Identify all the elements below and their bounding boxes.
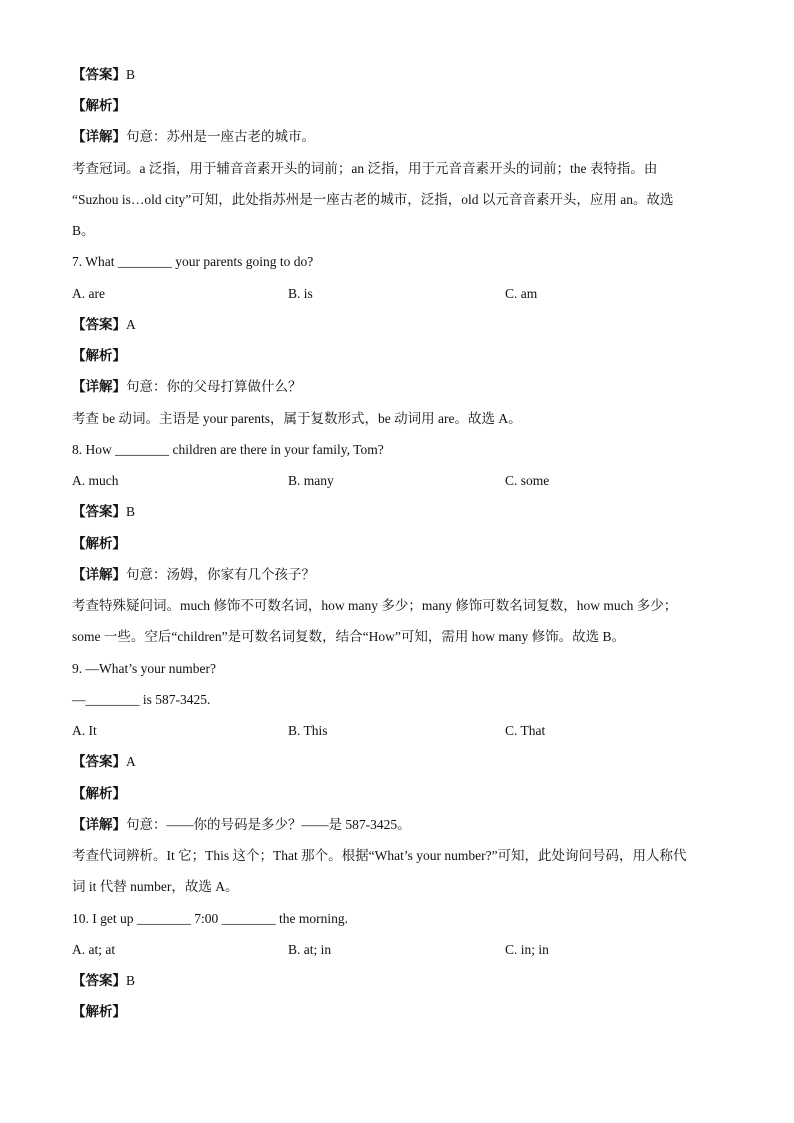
- answer-label: 【答案】: [72, 67, 126, 82]
- analysis-label: 【解析】: [72, 348, 126, 363]
- question-9-reply: —________ is 587-3425.: [72, 692, 211, 707]
- options-row: [0, 472, 794, 490]
- explanation-text: some 一些。空后“children”是可数名词复数，结合“How”可知，需用 how many 修饰。故选 B。: [72, 629, 626, 644]
- option-c: C. That: [505, 723, 546, 738]
- option-a: A. much: [72, 473, 119, 488]
- analysis-line: [72, 1003, 722, 1021]
- explanation-text: 考查 be 动词。主语是 your parents，属于复数形式，be 动词用 are。故选 A。: [72, 411, 522, 426]
- question-9: 9. —What’s your number?: [72, 661, 216, 676]
- detail-label: 【详解】: [72, 129, 126, 144]
- answer-label: 【答案】: [72, 754, 126, 769]
- detail-line: [72, 816, 722, 834]
- detail-label: 【详解】: [72, 567, 126, 582]
- answer-line: [72, 503, 722, 521]
- option-c: C. some: [505, 473, 550, 488]
- option-b: B. is: [288, 286, 313, 301]
- analysis-line: [72, 97, 722, 115]
- explanation-text: 考查冠词。a 泛指，用于辅音音素开头的词前；an 泛指，用于元音音素开头的词前；the 表特指。由: [72, 161, 658, 176]
- answer-value: A: [126, 754, 136, 769]
- question-10: 10. I get up ________ 7:00 ________ the morning.: [72, 911, 348, 926]
- options-row: [0, 722, 794, 740]
- option-a: A. at; at: [72, 942, 116, 957]
- analysis-line: [72, 535, 722, 553]
- option-b: B. This: [288, 723, 328, 738]
- detail-text: 句意：你的父母打算做什么？: [126, 379, 302, 394]
- answer-line: [72, 753, 722, 771]
- analysis-line: [72, 785, 722, 803]
- detail-text: 句意：汤姆，你家有几个孩子？: [126, 567, 315, 582]
- analysis-line: [72, 347, 722, 365]
- answer-label: 【答案】: [72, 317, 126, 332]
- detail-text: 句意：苏州是一座古老的城市。: [126, 129, 315, 144]
- detail-label: 【详解】: [72, 379, 126, 394]
- answer-label: 【答案】: [72, 504, 126, 519]
- explanation-text: B。: [72, 223, 95, 238]
- explanation-text: 词 it 代替 number，故选 A。: [72, 879, 239, 894]
- option-c: C. am: [505, 286, 538, 301]
- option-a: A. are: [72, 286, 105, 301]
- analysis-label: 【解析】: [72, 786, 126, 801]
- detail-line: [72, 566, 722, 584]
- question-8: 8. How ________ children are there in your family, Tom?: [72, 442, 384, 457]
- option-a: A. It: [72, 723, 97, 738]
- analysis-label: 【解析】: [72, 536, 126, 551]
- answer-line: [72, 66, 722, 84]
- answer-value: B: [126, 504, 136, 519]
- option-c: C. in; in: [505, 942, 549, 957]
- analysis-label: 【解析】: [72, 1004, 126, 1019]
- answer-label: 【答案】: [72, 973, 126, 988]
- analysis-label: 【解析】: [72, 98, 126, 113]
- answer-line: [72, 316, 722, 334]
- options-row: [0, 285, 794, 303]
- options-row: [0, 941, 794, 959]
- detail-line: [72, 378, 722, 396]
- option-b: B. at; in: [288, 942, 332, 957]
- answer-value: B: [126, 973, 136, 988]
- answer-line: [72, 972, 722, 990]
- explanation-text: 考查特殊疑问词。much 修饰不可数名词，how many 多少；many 修饰可数名词复数，how much 多少；: [72, 598, 678, 613]
- detail-text: 句意：——你的号码是多少？——是 587-3425。: [126, 817, 411, 832]
- explanation-text: “Suzhou is…old city”可知，此处指苏州是一座古老的城市，泛指，old 以元音音素开头，应用 an。故选: [72, 192, 674, 207]
- detail-line: [72, 128, 722, 146]
- explanation-text: 考查代词辨析。It 它；This 这个；That 那个。根据“What’s your number?”可知，此处询问号码，用人称代: [72, 848, 687, 863]
- answer-value: B: [126, 67, 136, 82]
- question-7: 7. What ________ your parents going to do?: [72, 254, 314, 269]
- detail-label: 【详解】: [72, 817, 126, 832]
- answer-value: A: [126, 317, 136, 332]
- option-b: B. many: [288, 473, 334, 488]
